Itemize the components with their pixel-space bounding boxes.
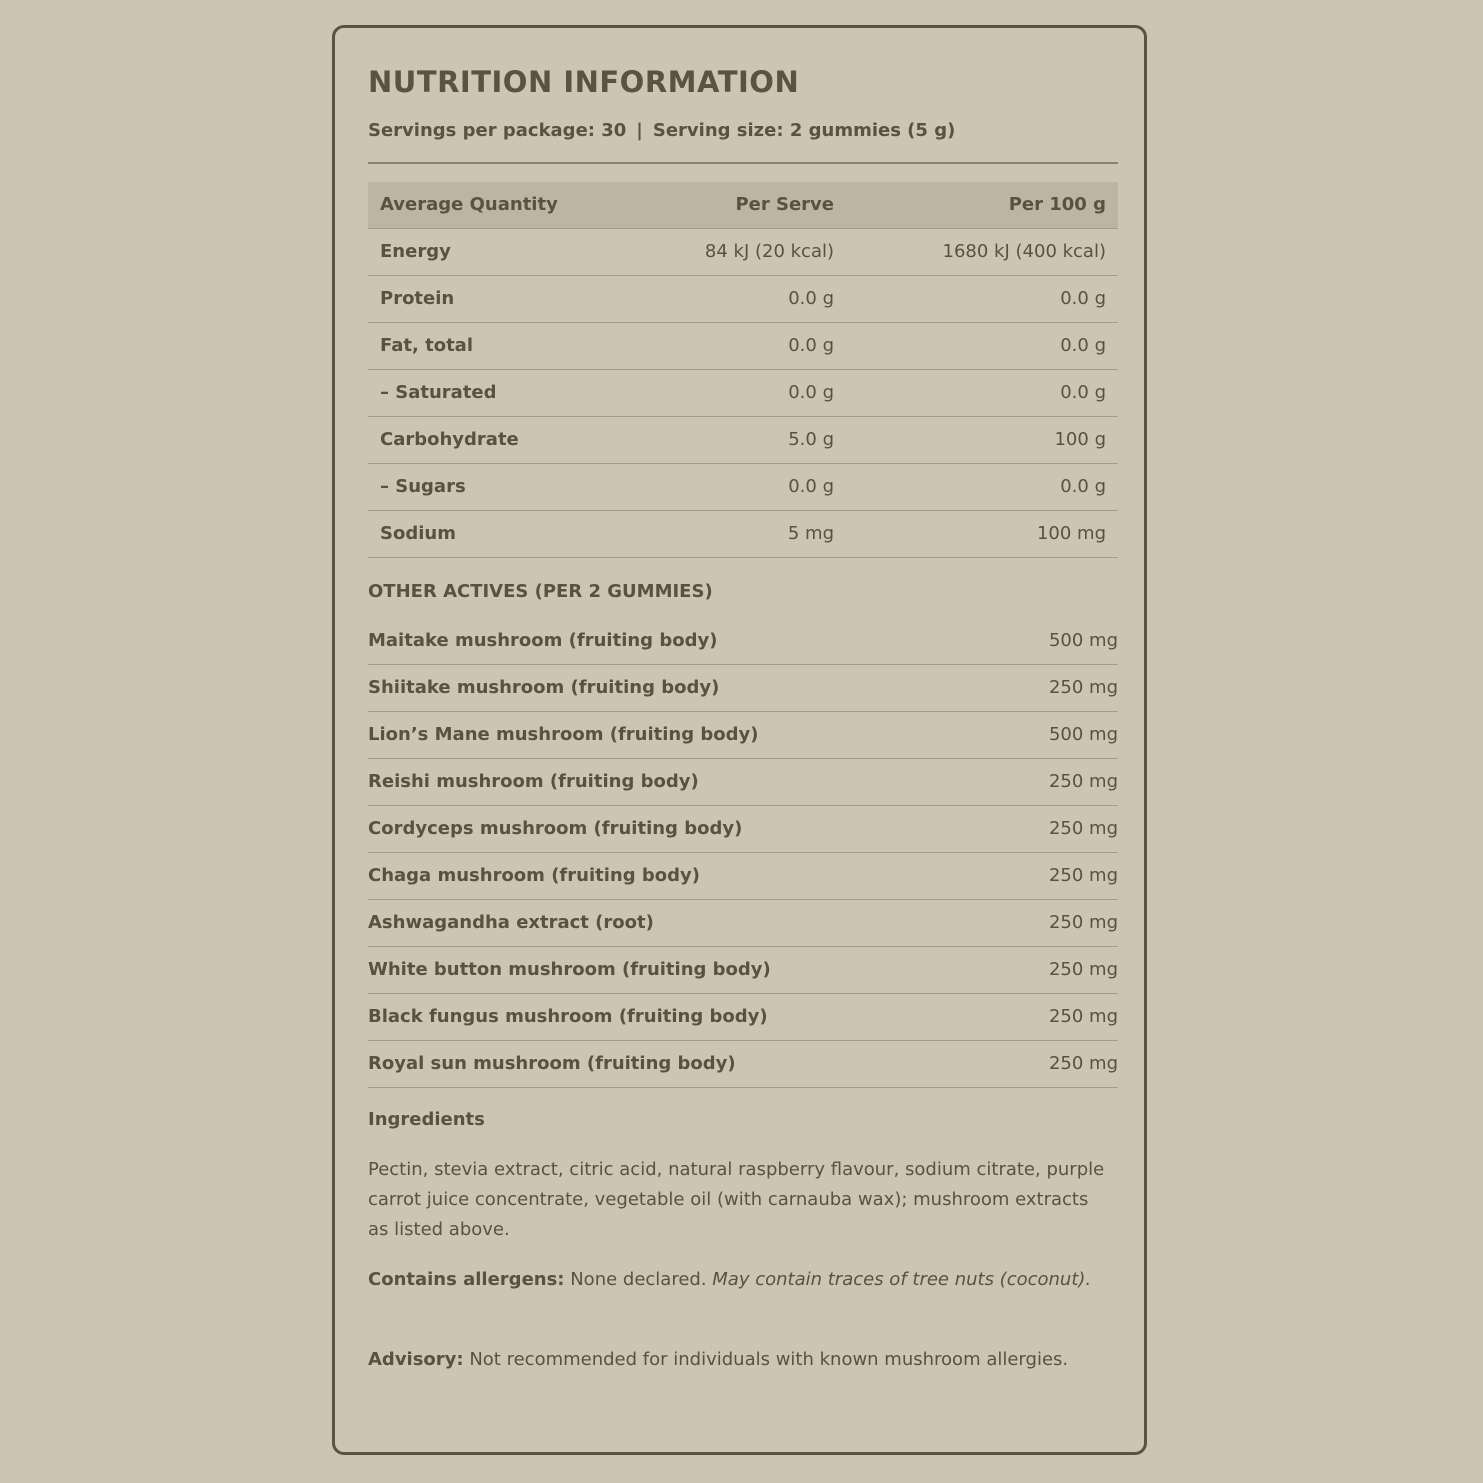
nutrient-per-serve: 5 mg — [787, 523, 834, 544]
panel-title: NUTRITION INFORMATION — [368, 65, 800, 99]
header-average-quantity: Average Quantity — [380, 194, 558, 215]
table-row — [368, 276, 1118, 323]
header-per-serve: Per Serve — [735, 194, 834, 215]
active-amount: 250 mg — [1048, 818, 1118, 839]
active-name: Lion’s Mane mushroom (fruiting body) — [368, 724, 759, 745]
nutrient-name: – Saturated — [380, 382, 497, 403]
nutrient-per-serve: 0.0 g — [788, 288, 834, 309]
list-item — [368, 900, 1118, 947]
nutrition-table-header — [368, 182, 1118, 229]
active-amount: 250 mg — [1048, 677, 1118, 698]
nutrient-per-100g: 1680 kJ (400 kcal) — [942, 241, 1106, 262]
active-amount: 250 mg — [1048, 1006, 1118, 1027]
allergens-statement — [368, 1265, 1113, 1295]
list-item — [368, 947, 1118, 994]
other-actives-list — [368, 618, 1118, 1088]
active-amount: 250 mg — [1048, 959, 1118, 980]
nutrient-per-100g: 100 mg — [1036, 523, 1106, 544]
list-item — [368, 665, 1118, 712]
nutrient-per-serve: 5.0 g — [788, 429, 834, 450]
list-item — [368, 759, 1118, 806]
active-amount: 250 mg — [1048, 1053, 1118, 1074]
active-name: Chaga mushroom (fruiting body) — [368, 865, 700, 886]
active-name: Royal sun mushroom (fruiting body) — [368, 1053, 736, 1074]
active-name: Reishi mushroom (fruiting body) — [368, 771, 699, 792]
servings-separator: | — [636, 120, 643, 141]
serving-size: Serving size: 2 gummies (5 g) — [652, 120, 956, 141]
nutrient-per-100g: 0.0 g — [1060, 476, 1106, 497]
advisory-text: Not recommended for individuals with known mushroom allergies. — [463, 1349, 1069, 1370]
nutrient-per-serve: 0.0 g — [788, 335, 834, 356]
list-item — [368, 618, 1118, 665]
active-name: Shiitake mushroom (fruiting body) — [368, 677, 720, 698]
allergens-text: None declared. — [564, 1269, 713, 1290]
active-name: Cordyceps mushroom (fruiting body) — [368, 818, 743, 839]
list-item — [368, 994, 1118, 1041]
active-amount: 250 mg — [1048, 865, 1118, 886]
active-amount: 500 mg — [1048, 724, 1118, 745]
nutrient-name: Carbohydrate — [380, 429, 519, 450]
nutrient-name: – Sugars — [380, 476, 466, 497]
nutrient-per-100g: 100 g — [1054, 429, 1106, 450]
table-row — [368, 370, 1118, 417]
active-name: Ashwagandha extract (root) — [368, 912, 654, 933]
active-amount: 500 mg — [1048, 630, 1118, 651]
active-amount: 250 mg — [1048, 771, 1118, 792]
list-item — [368, 853, 1118, 900]
advisory-statement — [368, 1345, 1113, 1375]
nutrient-per-serve: 84 kJ (20 kcal) — [704, 241, 834, 262]
nutrient-per-serve: 0.0 g — [788, 382, 834, 403]
nutrient-name: Fat, total — [380, 335, 473, 356]
active-name: White button mushroom (fruiting body) — [368, 959, 771, 980]
nutrition-panel — [332, 25, 1147, 1455]
table-row — [368, 229, 1118, 276]
nutrient-per-serve: 0.0 g — [788, 476, 834, 497]
servings-per-package: Servings per package: 30 — [368, 120, 627, 141]
active-name: Maitake mushroom (fruiting body) — [368, 630, 718, 651]
header-per-100g: Per 100 g — [1008, 194, 1106, 215]
ingredients-title: Ingredients — [368, 1109, 485, 1130]
allergens-label: Contains allergens: — [368, 1269, 565, 1290]
ingredients-text: Pectin, stevia extract, citric acid, natural raspberry flavour, sodium citrate, purple carrot juice concentrate, vegetable oil (with carnauba wax); mushroom extracts as listed above. — [368, 1159, 1105, 1240]
nutrient-per-100g: 0.0 g — [1060, 288, 1106, 309]
active-amount: 250 mg — [1048, 912, 1118, 933]
active-name: Black fungus mushroom (fruiting body) — [368, 1006, 768, 1027]
list-item — [368, 712, 1118, 759]
other-actives-title: OTHER ACTIVES (PER 2 GUMMIES) — [368, 581, 713, 602]
allergens-note: May contain traces of tree nuts (coconut). — [712, 1269, 1092, 1290]
list-item — [368, 1041, 1118, 1088]
title-divider — [368, 162, 1118, 164]
nutrient-name: Energy — [380, 241, 451, 262]
table-row — [368, 323, 1118, 370]
table-row — [368, 417, 1118, 464]
advisory-label: Advisory: — [368, 1349, 464, 1370]
nutrient-name: Sodium — [380, 523, 456, 544]
nutrient-per-100g: 0.0 g — [1060, 382, 1106, 403]
servings-line — [368, 120, 955, 141]
nutrient-per-100g: 0.0 g — [1060, 335, 1106, 356]
table-row — [368, 511, 1118, 558]
nutrient-name: Protein — [380, 288, 455, 309]
nutrition-table — [368, 182, 1118, 558]
list-item — [368, 806, 1118, 853]
table-row — [368, 464, 1118, 511]
